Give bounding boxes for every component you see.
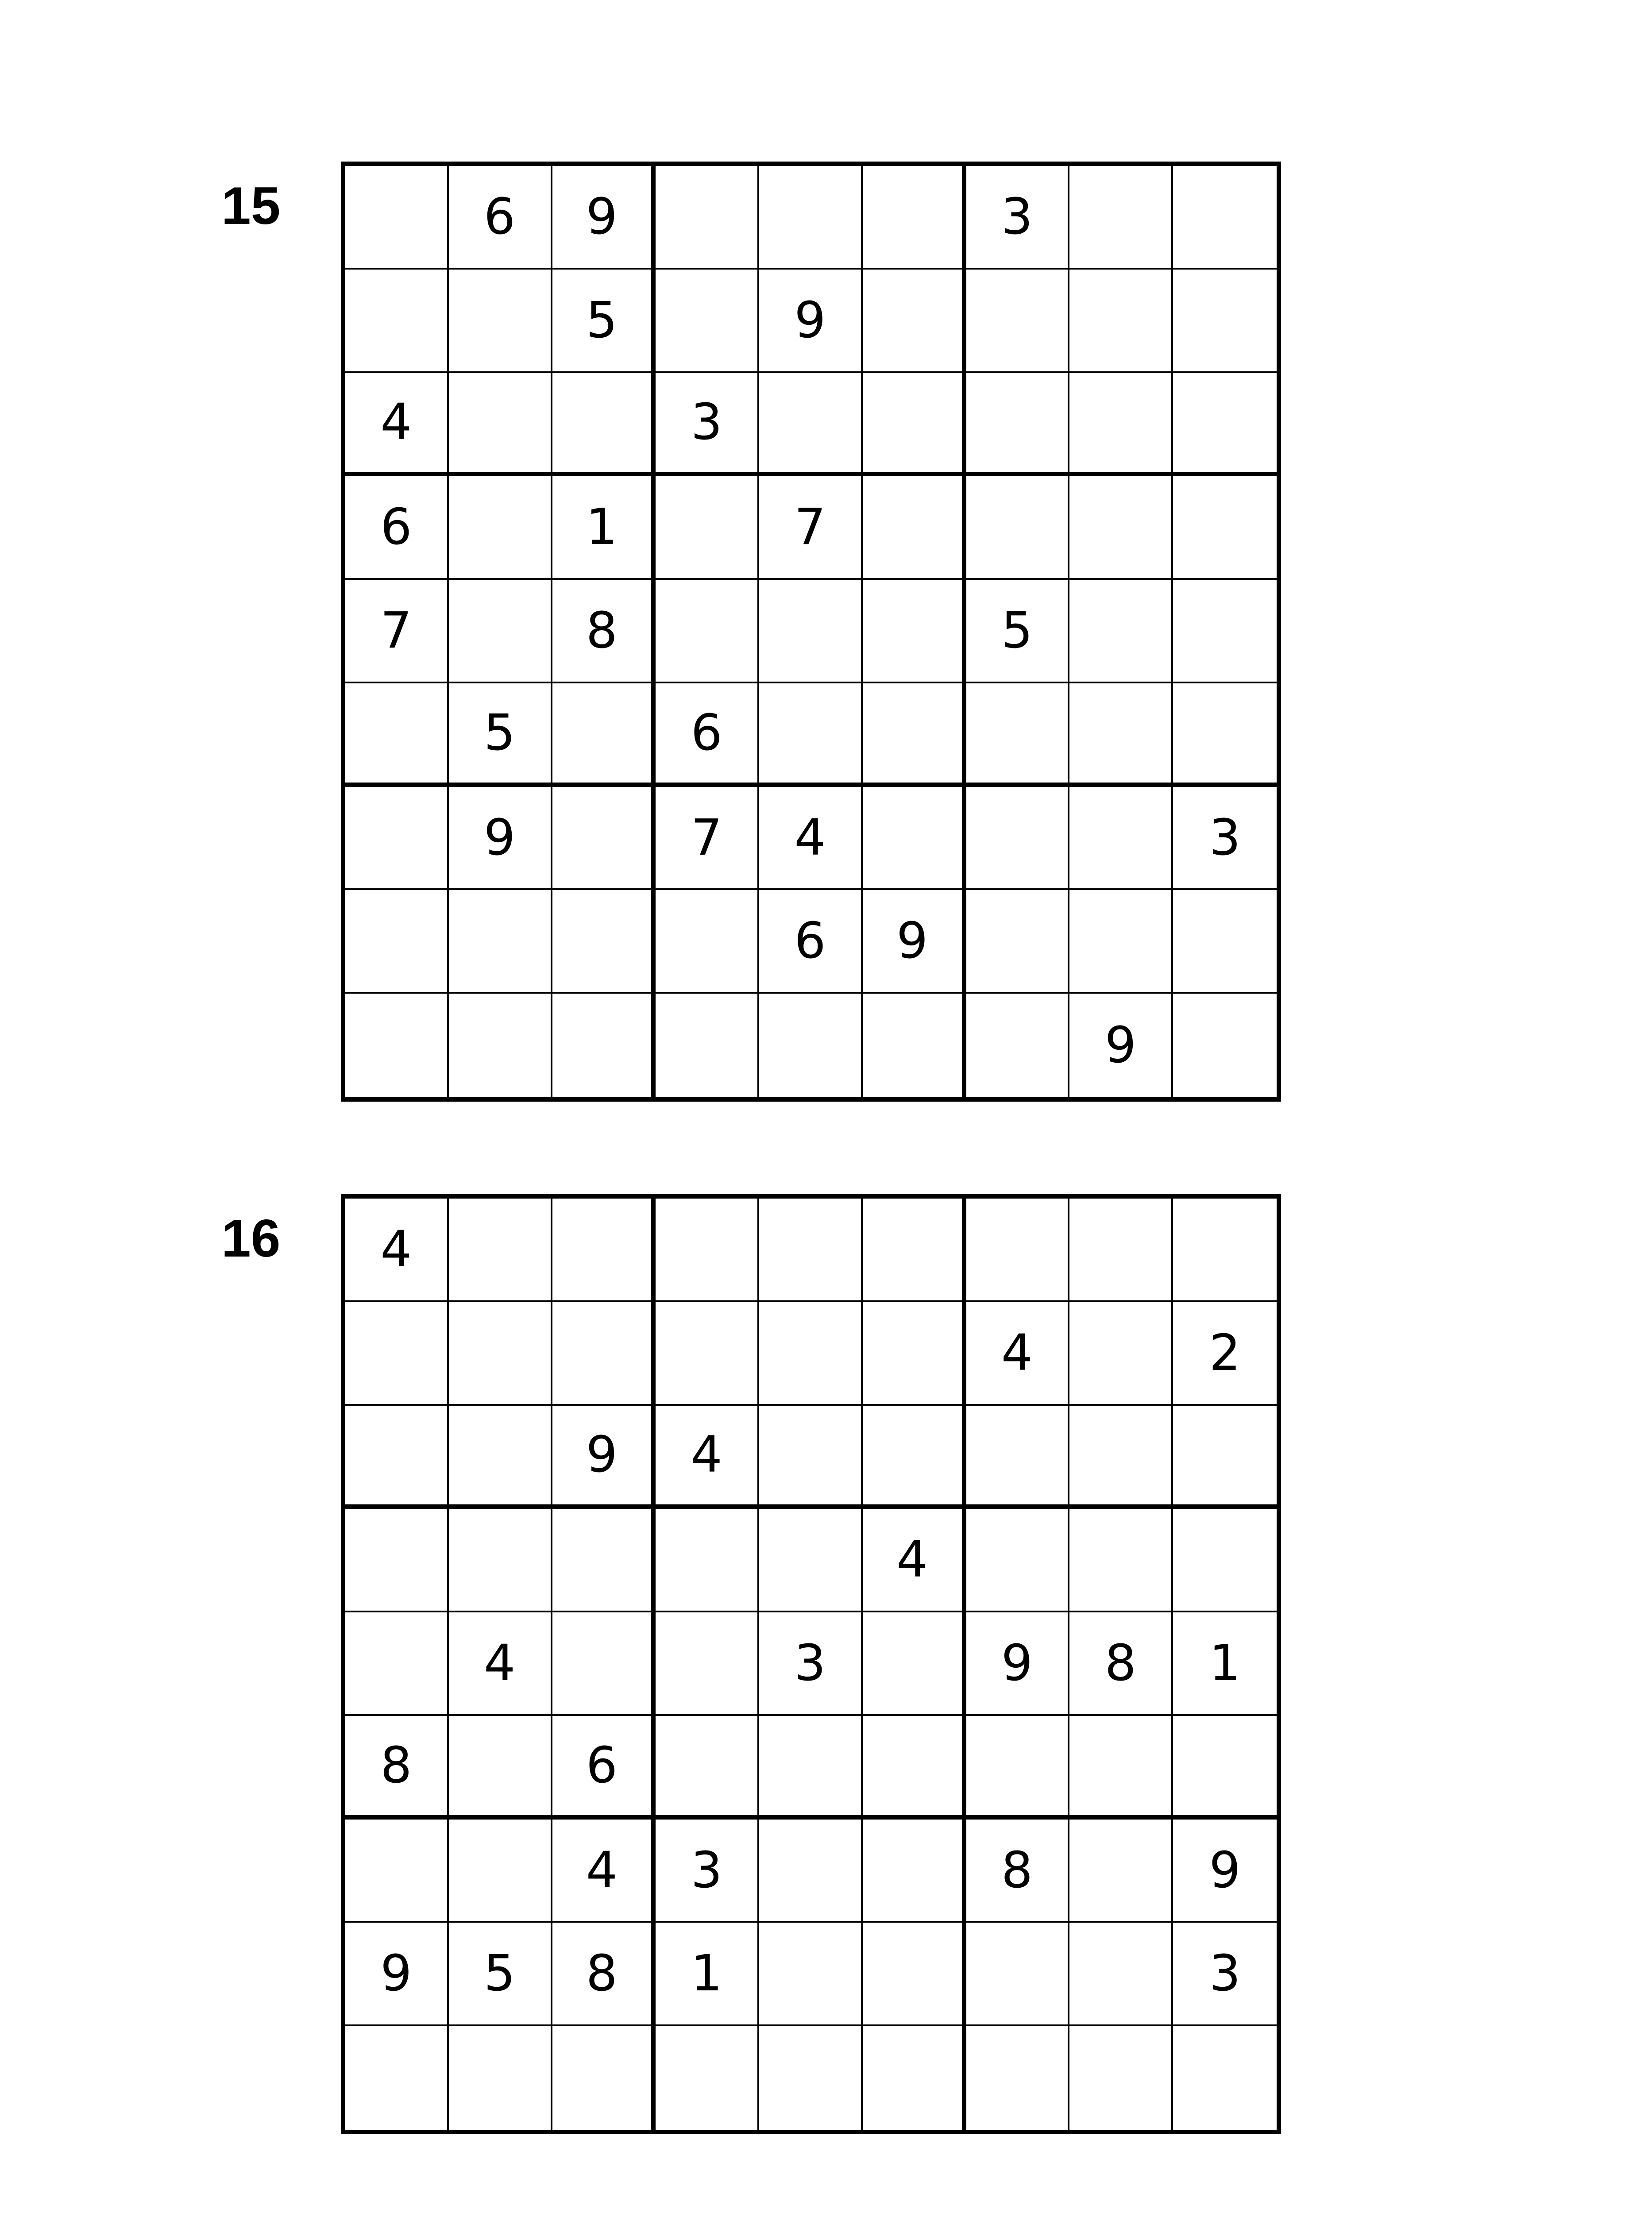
given-digit-cell: 4 — [759, 787, 863, 891]
empty-cell[interactable] — [1069, 1820, 1173, 1923]
empty-cell[interactable] — [552, 1509, 656, 1612]
empty-cell[interactable] — [1069, 1302, 1173, 1406]
given-digit-cell: 9 — [345, 1923, 449, 2026]
given-digit-cell: 3 — [1173, 1923, 1277, 2026]
empty-cell[interactable] — [759, 1199, 863, 1302]
empty-cell[interactable] — [759, 580, 863, 683]
sudoku-grid-15 — [341, 162, 1281, 1102]
empty-cell[interactable] — [863, 787, 966, 891]
given-digit-cell: 4 — [345, 373, 449, 477]
empty-cell[interactable] — [552, 1612, 656, 1716]
given-digit-cell: 7 — [345, 580, 449, 683]
given-digit-cell: 8 — [1069, 1612, 1173, 1716]
empty-cell[interactable] — [656, 476, 759, 580]
empty-cell[interactable] — [552, 1302, 656, 1406]
empty-cell[interactable] — [656, 580, 759, 683]
given-digit-cell: 9 — [759, 270, 863, 373]
empty-cell[interactable] — [966, 1923, 1070, 2026]
empty-cell[interactable] — [1069, 787, 1173, 891]
sudoku-grid-16 — [341, 1194, 1281, 2134]
empty-cell[interactable] — [966, 270, 1070, 373]
empty-cell[interactable] — [1173, 994, 1277, 1097]
empty-cell[interactable] — [966, 787, 1070, 891]
given-digit-cell: 6 — [449, 166, 552, 270]
empty-cell[interactable] — [863, 166, 966, 270]
empty-cell[interactable] — [345, 787, 449, 891]
empty-cell[interactable] — [863, 1406, 966, 1509]
empty-cell[interactable] — [449, 476, 552, 580]
empty-cell[interactable] — [966, 1406, 1070, 1509]
empty-cell[interactable] — [1173, 580, 1277, 683]
empty-cell[interactable] — [449, 373, 552, 477]
empty-cell[interactable] — [552, 373, 656, 477]
empty-cell[interactable] — [1173, 1199, 1277, 1302]
empty-cell[interactable] — [966, 1716, 1070, 1820]
given-digit-cell: 9 — [966, 1612, 1070, 1716]
given-digit-cell: 7 — [656, 787, 759, 891]
given-digit-cell: 9 — [449, 787, 552, 891]
given-digit-cell: 8 — [552, 580, 656, 683]
given-digit-cell: 4 — [966, 1302, 1070, 1406]
given-digit-cell: 6 — [552, 1716, 656, 1820]
given-digit-cell: 8 — [966, 1820, 1070, 1923]
given-digit-cell: 3 — [966, 166, 1070, 270]
given-digit-cell: 9 — [552, 1406, 656, 1509]
empty-cell[interactable] — [552, 2026, 656, 2130]
given-digit-cell: 1 — [1173, 1612, 1277, 1716]
given-digit-cell: 6 — [759, 890, 863, 994]
given-digit-cell: 7 — [759, 476, 863, 580]
empty-cell[interactable] — [552, 787, 656, 891]
empty-cell[interactable] — [1173, 890, 1277, 994]
empty-cell[interactable] — [449, 890, 552, 994]
empty-cell[interactable] — [449, 994, 552, 1097]
empty-cell[interactable] — [759, 994, 863, 1097]
empty-cell[interactable] — [1173, 373, 1277, 477]
empty-cell[interactable] — [656, 1199, 759, 1302]
given-digit-cell: 4 — [863, 1509, 966, 1612]
given-digit-cell: 5 — [449, 683, 552, 787]
empty-cell[interactable] — [966, 2026, 1070, 2130]
empty-cell[interactable] — [863, 1716, 966, 1820]
empty-cell[interactable] — [966, 1199, 1070, 1302]
empty-cell[interactable] — [1069, 580, 1173, 683]
empty-cell[interactable] — [1173, 270, 1277, 373]
given-digit-cell: 6 — [656, 683, 759, 787]
empty-cell[interactable] — [345, 1820, 449, 1923]
empty-cell[interactable] — [449, 1820, 552, 1923]
empty-cell[interactable] — [1173, 1716, 1277, 1820]
empty-cell[interactable] — [1069, 683, 1173, 787]
empty-cell[interactable] — [759, 373, 863, 477]
empty-cell[interactable] — [656, 890, 759, 994]
empty-cell[interactable] — [449, 270, 552, 373]
given-digit-cell: 1 — [656, 1923, 759, 2026]
given-digit-cell: 5 — [449, 1923, 552, 2026]
given-digit-cell: 9 — [863, 890, 966, 994]
empty-cell[interactable] — [1173, 1406, 1277, 1509]
empty-cell[interactable] — [759, 1923, 863, 2026]
empty-cell[interactable] — [656, 2026, 759, 2130]
empty-cell[interactable] — [449, 1716, 552, 1820]
empty-cell[interactable] — [656, 270, 759, 373]
empty-cell[interactable] — [1069, 166, 1173, 270]
empty-cell[interactable] — [759, 1509, 863, 1612]
given-digit-cell: 4 — [656, 1406, 759, 1509]
given-digit-cell: 6 — [345, 476, 449, 580]
empty-cell[interactable] — [345, 166, 449, 270]
empty-cell[interactable] — [552, 683, 656, 787]
empty-cell[interactable] — [863, 373, 966, 477]
empty-cell[interactable] — [552, 1199, 656, 1302]
empty-cell[interactable] — [1069, 1923, 1173, 2026]
given-digit-cell: 8 — [345, 1716, 449, 1820]
empty-cell[interactable] — [966, 994, 1070, 1097]
empty-cell[interactable] — [966, 476, 1070, 580]
empty-cell[interactable] — [966, 1509, 1070, 1612]
empty-cell[interactable] — [449, 1406, 552, 1509]
empty-cell[interactable] — [1069, 2026, 1173, 2130]
empty-cell[interactable] — [863, 1612, 966, 1716]
given-digit-cell: 9 — [1173, 1820, 1277, 1923]
given-digit-cell: 3 — [759, 1612, 863, 1716]
given-digit-cell: 3 — [1173, 787, 1277, 891]
empty-cell[interactable] — [345, 1406, 449, 1509]
empty-cell[interactable] — [759, 683, 863, 787]
puzzle-number-16: 16 — [221, 1209, 281, 1268]
empty-cell[interactable] — [449, 1302, 552, 1406]
empty-cell[interactable] — [1069, 1716, 1173, 1820]
given-digit-cell: 4 — [345, 1199, 449, 1302]
empty-cell[interactable] — [863, 683, 966, 787]
puzzle-number-15: 15 — [221, 176, 281, 235]
given-digit-cell: 8 — [552, 1923, 656, 2026]
empty-cell[interactable] — [449, 1509, 552, 1612]
given-digit-cell: 9 — [1069, 994, 1173, 1097]
empty-cell[interactable] — [449, 1199, 552, 1302]
empty-cell[interactable] — [966, 683, 1070, 787]
empty-cell[interactable] — [863, 1820, 966, 1923]
empty-cell[interactable] — [345, 683, 449, 787]
empty-cell[interactable] — [345, 890, 449, 994]
empty-cell[interactable] — [1173, 166, 1277, 270]
empty-cell[interactable] — [345, 270, 449, 373]
given-digit-cell: 9 — [552, 166, 656, 270]
empty-cell[interactable] — [552, 994, 656, 1097]
empty-cell[interactable] — [863, 1923, 966, 2026]
empty-cell[interactable] — [759, 1302, 863, 1406]
empty-cell[interactable] — [1069, 373, 1173, 477]
empty-cell[interactable] — [345, 1509, 449, 1612]
empty-cell[interactable] — [863, 1302, 966, 1406]
empty-cell[interactable] — [345, 2026, 449, 2130]
empty-cell[interactable] — [863, 1199, 966, 1302]
empty-cell[interactable] — [1173, 1509, 1277, 1612]
empty-cell[interactable] — [966, 373, 1070, 477]
empty-cell[interactable] — [449, 2026, 552, 2130]
empty-cell[interactable] — [966, 890, 1070, 994]
empty-cell[interactable] — [656, 994, 759, 1097]
empty-cell[interactable] — [1069, 476, 1173, 580]
empty-cell[interactable] — [449, 580, 552, 683]
empty-cell[interactable] — [759, 2026, 863, 2130]
empty-cell[interactable] — [345, 1302, 449, 1406]
empty-cell[interactable] — [656, 166, 759, 270]
empty-cell[interactable] — [863, 476, 966, 580]
empty-cell[interactable] — [1173, 2026, 1277, 2130]
given-digit-cell: 2 — [1173, 1302, 1277, 1406]
empty-cell[interactable] — [863, 2026, 966, 2130]
empty-cell[interactable] — [1173, 476, 1277, 580]
empty-cell[interactable] — [656, 1302, 759, 1406]
empty-cell[interactable] — [656, 1509, 759, 1612]
empty-cell[interactable] — [1069, 890, 1173, 994]
empty-cell[interactable] — [656, 1612, 759, 1716]
given-digit-cell: 5 — [966, 580, 1070, 683]
empty-cell[interactable] — [1069, 1509, 1173, 1612]
empty-cell[interactable] — [345, 994, 449, 1097]
given-digit-cell: 3 — [656, 1820, 759, 1923]
empty-cell[interactable] — [863, 994, 966, 1097]
empty-cell[interactable] — [1069, 270, 1173, 373]
empty-cell[interactable] — [759, 1406, 863, 1509]
empty-cell[interactable] — [1173, 683, 1277, 787]
empty-cell[interactable] — [345, 1612, 449, 1716]
given-digit-cell: 5 — [552, 270, 656, 373]
given-digit-cell: 4 — [449, 1612, 552, 1716]
empty-cell[interactable] — [863, 270, 966, 373]
given-digit-cell: 1 — [552, 476, 656, 580]
empty-cell[interactable] — [759, 1716, 863, 1820]
empty-cell[interactable] — [656, 1716, 759, 1820]
empty-cell[interactable] — [759, 166, 863, 270]
given-digit-cell: 4 — [552, 1820, 656, 1923]
given-digit-cell: 3 — [656, 373, 759, 477]
empty-cell[interactable] — [1069, 1406, 1173, 1509]
empty-cell[interactable] — [552, 890, 656, 994]
empty-cell[interactable] — [759, 1820, 863, 1923]
empty-cell[interactable] — [863, 580, 966, 683]
empty-cell[interactable] — [1069, 1199, 1173, 1302]
